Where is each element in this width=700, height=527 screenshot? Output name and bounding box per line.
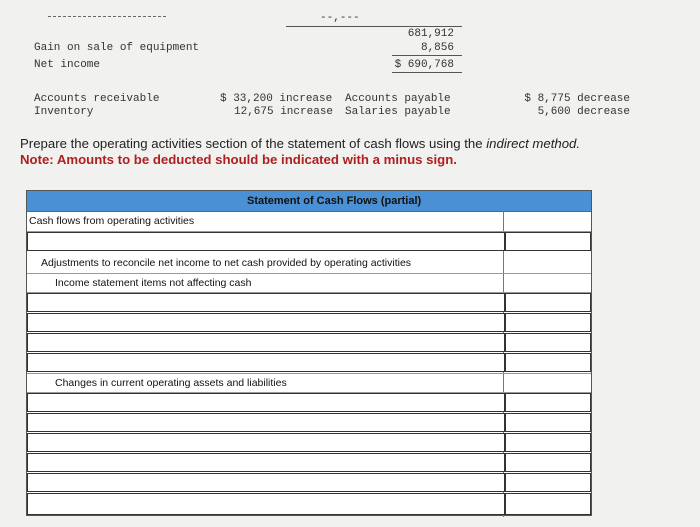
noncash-amount-input[interactable] xyxy=(505,353,591,372)
change-amount-input[interactable] xyxy=(505,493,591,515)
noncash-item-input[interactable] xyxy=(27,333,505,352)
change-item-input[interactable] xyxy=(27,493,505,515)
row-divider xyxy=(27,373,591,374)
statement-title: Statement of Cash Flows (partial) xyxy=(247,195,422,207)
inventory-label: Inventory xyxy=(34,106,94,118)
operating-section-label: Cash flows from operating activities xyxy=(29,215,195,227)
changes-label: Changes in current operating assets and liabilities xyxy=(55,377,287,389)
net-income-value: $ 690,768 xyxy=(394,59,454,71)
note-text: Note: Amounts to be deducted should be indicated with a minus sign. xyxy=(20,152,457,167)
change-item-input[interactable] xyxy=(27,433,505,452)
net-income-label: Net income xyxy=(34,59,101,71)
change-amount-input[interactable] xyxy=(505,453,591,472)
amount-input[interactable] xyxy=(505,232,591,251)
noncash-item-input[interactable] xyxy=(27,313,505,332)
ar-label: Accounts receivable xyxy=(34,93,160,105)
salaries-label: Salaries payable xyxy=(345,106,451,118)
line-item-label-input[interactable] xyxy=(27,232,505,251)
salaries-change: 5,600 decrease xyxy=(537,106,630,118)
noncash-item-input[interactable] xyxy=(27,293,505,312)
instructions-text: Prepare the operating activities section of the statement of cash flows using the xyxy=(20,136,487,151)
divider xyxy=(286,26,462,27)
ap-change: $ 8,775 decrease xyxy=(524,93,630,105)
adjustments-label: Adjustments to reconcile net income to net cash provided by operating activities xyxy=(41,257,412,269)
value-other: 681,912 xyxy=(407,28,454,40)
ar-change: $ 33,200 increase xyxy=(220,93,333,105)
gain-label: Gain on sale of equipment xyxy=(34,42,200,54)
cash-flow-statement xyxy=(26,190,592,516)
total-rule xyxy=(392,72,462,73)
change-item-input[interactable] xyxy=(27,473,505,492)
noncash-amount-input[interactable] xyxy=(505,333,591,352)
change-amount-input[interactable] xyxy=(505,433,591,452)
partial-value-top: --,--- xyxy=(320,12,360,24)
noncash-amount-input[interactable] xyxy=(505,293,591,312)
gain-value: 8,856 xyxy=(420,42,454,54)
subtotal-rule xyxy=(392,55,462,56)
noncash-amount-input[interactable] xyxy=(505,313,591,332)
change-amount-input[interactable] xyxy=(505,413,591,432)
instructions xyxy=(20,136,580,168)
change-item-input[interactable] xyxy=(27,393,505,412)
row-divider xyxy=(27,273,591,274)
noncash-items-label: Income statement items not affecting cash xyxy=(55,277,252,289)
inventory-change: 12,675 increase xyxy=(234,106,334,118)
change-amount-input[interactable] xyxy=(505,473,591,492)
ap-label: Accounts payable xyxy=(345,93,451,105)
change-item-input[interactable] xyxy=(27,413,505,432)
change-item-input[interactable] xyxy=(27,453,505,472)
instructions-method: indirect method. xyxy=(486,136,581,151)
noncash-item-input[interactable] xyxy=(27,353,505,372)
cut-off-text xyxy=(48,16,166,17)
change-amount-input[interactable] xyxy=(505,393,591,412)
